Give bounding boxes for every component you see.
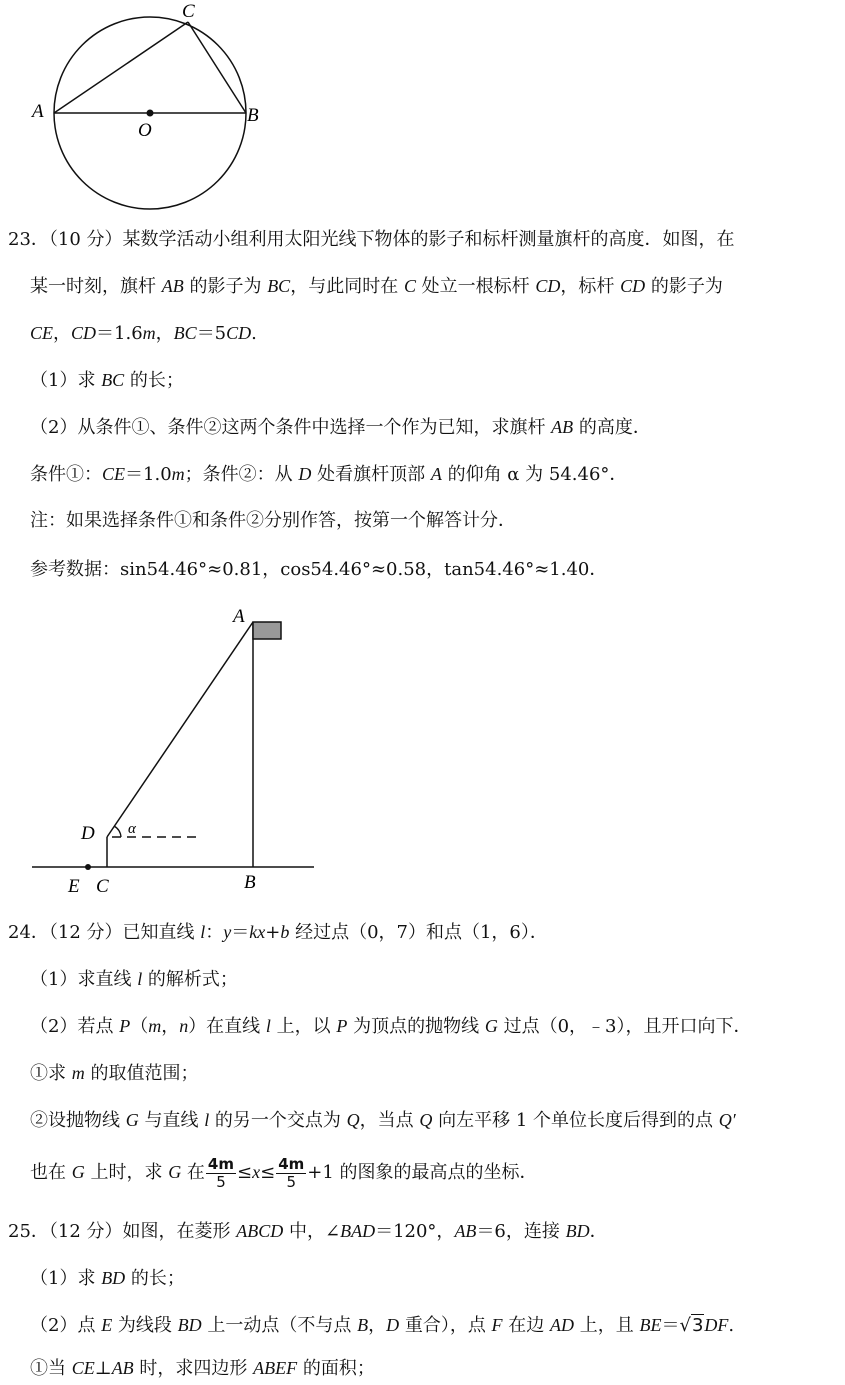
label-a: A [32,101,44,122]
q24-part1: （1）求直线 l 的解析式； [30,969,238,990]
q23-part1: （1）求 BC 的长； [30,370,184,391]
label-e: E [68,876,80,897]
flagpole-figure [0,595,340,900]
label-b: B [247,105,259,126]
label-c: C [182,1,195,22]
q23-line2: 某一时刻，旗杆 AB 的影子为 BC，与此同时在 C 处立一根标杆 CD，标杆 CD 的影子为 [30,276,723,297]
circle-figure [0,0,300,210]
sightline-da [107,622,253,837]
q23-reference-data: 参考数据：sin54.46°≈0.81，cos54.46°≈0.58，tan54.46°≈1.40． [30,559,608,580]
label-c2: C [96,876,109,897]
q25-line1: 25．（12 分）如图，在菱形 ABCD 中，∠BAD＝120°，AB＝6，连接 BD． [8,1221,608,1242]
label-b2: B [244,872,256,893]
label-a2: A [233,606,245,627]
q24-part2: （2）若点 P（m，n）在直线 l 上，以 P 为顶点的抛物线 G 过点（0，﹣3），且开口向下． [30,1016,752,1037]
q23-part2: （2）从条件①、条件②这两个条件中选择一个作为已知，求旗杆 AB 的高度． [30,417,651,438]
q24-sub1: ①求 m 的取值范围； [30,1063,199,1084]
center-point [147,110,154,117]
label-alpha: α [128,821,136,837]
q23-note: 注：如果选择条件①和条件②分别作答，按第一个解答计分． [30,510,516,531]
segment-ac [54,22,188,113]
q24-line1: 24．（12 分）已知直线 l：y＝kx+b 经过点（0，7）和点（1，6）． [8,922,548,943]
flag [253,622,281,639]
q25-part2: （2）点 E 为线段 BD 上一动点（不与点 B，D 重合），点 F 在边 AD 上，且 BE＝√3DF. [30,1315,735,1336]
q25-sub1: ①当 CE⊥AB 时，求四边形 ABEF 的面积； [30,1358,375,1379]
q23-line3: CE，CD＝1.6m，BC＝5CD. [30,323,257,344]
q25-part1: （1）求 BD 的长； [30,1268,185,1289]
q23-conditions: 条件①：CE＝1.0m；条件②：从 D 处看旗杆顶部 A 的仰角 α 为 54.46°． [30,464,628,485]
angle-alpha-arc [114,826,121,837]
fraction-4m-5: $\frac{4m}{5}$ [207,1154,234,1191]
sqrt-3: √3 [679,1315,704,1336]
label-o: O [138,120,152,141]
segment-cb [188,22,246,113]
q24-sub2: ②设抛物线 G 与直线 l 的另一个交点为 Q，当点 Q 向左平移 1 个单位长度后得到的点 Q′ [30,1110,736,1131]
q23-line1: 23．（10 分）某数学活动小组利用太阳光线下物体的影子和标杆测量旗杆的高度．如图，在 [8,229,735,250]
point-e [85,864,91,870]
q24-last-line: 也在 G 上时，求 G 在 $\frac{4m}{5}$ ≤x≤ $\frac{4m}{5}$ +1 的图象的最高点的坐标． [30,1154,538,1191]
fraction-4m-5-second: $\frac{4m}{5}$ [278,1154,305,1191]
label-d: D [81,823,95,844]
